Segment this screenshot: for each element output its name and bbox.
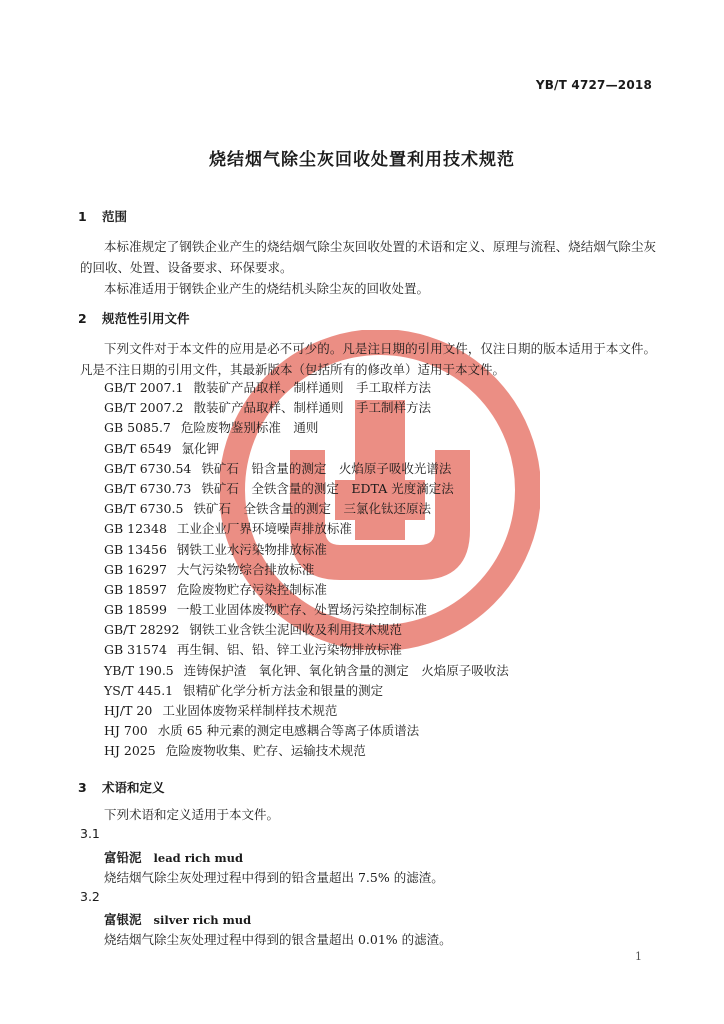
section-title: 术语和定义 [102,780,165,795]
reference-title: 再生铜、铝、铅、锌工业污染物排放标准 [176,642,402,658]
section-heading-2 [78,309,190,327]
reference-code: HJ 700 [104,723,148,739]
section-number: 3 [78,780,87,795]
reference-item [104,640,664,660]
page-number: 1 [635,950,642,963]
reference-title: 钢铁工业含铁尘泥回收及利用技术规范 [189,622,402,638]
reference-code: GB/T 28292 [104,622,180,638]
reference-code: GB/T 2007.2 [104,400,184,416]
reference-code: GB/T 2007.1 [104,380,184,395]
reference-code: GB/T 6730.54 [104,460,192,476]
reference-item [104,439,664,459]
reference-title: 铁矿石 全铁含量的测定 EDTA 光度滴定法 [201,480,454,496]
reference-item [104,418,664,438]
reference-title: 危险废物鉴别标准 通则 [180,420,319,436]
reference-item [104,701,664,721]
reference-title: 散装矿产品取样、制样通则 手工取样方法 [193,380,431,395]
term-heading [104,848,243,866]
reference-item [104,661,664,681]
reference-code: HJ/T 20 [104,703,153,718]
reference-code: GB/T 6730.5 [104,501,184,517]
term-en: silver rich mud [153,913,252,927]
reference-title: 大气污染物综合排放标准 [176,561,315,577]
section-number: 1 [78,209,87,224]
term-definition: 烧结烟气除尘灰处理过程中得到的铅含量超出 7.5% 的滤渣。 [104,870,444,885]
reference-title: 工业企业厂界环境噪声排放标准 [176,521,352,537]
clause-number: 3.1 [80,826,100,841]
reference-title: 铁矿石 全铁含量的测定 三氯化钛还原法 [193,501,431,517]
term-heading [104,910,251,928]
reference-list [104,378,664,762]
document-title: 烧结烟气除尘灰回收处置利用技术规范 [209,150,515,170]
section-title: 范围 [102,209,128,224]
reference-title: 水质 65 种元素的测定电感耦合等离子体质谱法 [157,723,420,739]
reference-item [104,479,664,499]
reference-item [104,499,664,519]
reference-item [104,519,664,539]
reference-code: GB 31574 [104,642,167,658]
reference-code: GB 18599 [104,602,167,618]
reference-title: 氯化钾 [181,440,220,456]
reference-title: 危险废物贮存污染控制标准 [176,581,327,597]
reference-code: GB 5085.7 [104,420,171,436]
term-en: lead rich mud [153,851,244,865]
section-heading-1 [78,207,127,225]
reference-item [104,459,664,479]
reference-title: 铁矿石 铅含量的测定 火焰原子吸收光谱法 [201,460,452,476]
section-heading-3 [78,778,165,796]
reference-title: 一般工业固体废物贮存、处置场污染控制标准 [176,602,427,618]
reference-code: GB 12348 [104,521,167,537]
term-definition: 烧结烟气除尘灰处理过程中得到的银含量超出 0.01% 的滤渣。 [104,932,452,947]
reference-title: 连铸保护渣 氧化钾、氧化钠含量的测定 火焰原子吸收法 [183,662,509,678]
reference-item [104,378,664,398]
terms-intro-paragraph: 下列术语和定义适用于本文件。 [104,807,280,822]
term-zh: 富铅泥 [104,850,142,865]
references-intro-paragraph: 下列文件对于本文件的应用是必不可少的。凡是注日期的引用文件，仅注日期的版本适用于本文件。凡是不注日期的引用文件，其最新版本（包括所有的修改单）适用于本文件。 [80,341,656,377]
reference-item [104,681,664,701]
reference-title: 危险废物收集、贮存、运输技术规范 [165,743,366,759]
reference-title: 工业固体废物采样制样技术规范 [162,703,338,718]
reference-item [104,741,664,761]
reference-item [104,600,664,620]
reference-code: YB/T 190.5 [104,662,174,678]
reference-code: GB/T 6549 [104,440,172,456]
reference-title: 钢铁工业水污染物排放标准 [176,541,327,557]
section-title: 规范性引用文件 [102,311,190,326]
scope-paragraph-1: 本标准规定了钢铁企业产生的烧结烟气除尘灰回收处置的术语和定义、原理与流程、烧结烟气除尘灰的回收、处置、设备要求、环保要求。 [80,239,656,275]
term-zh: 富银泥 [104,912,142,927]
clause-number: 3.2 [80,889,100,904]
reference-item [104,580,664,600]
reference-item [104,721,664,741]
reference-code: YS/T 445.1 [104,682,174,698]
reference-code: GB 18597 [104,581,167,597]
reference-item [104,398,664,418]
reference-code: GB 13456 [104,541,167,557]
reference-code: GB/T 6730.73 [104,480,192,496]
reference-title: 银精矿化学分析方法金和银量的测定 [183,682,384,698]
reference-title: 散装矿产品取样、制样通则 手工制样方法 [193,400,431,416]
section-number: 2 [78,311,87,326]
reference-code: GB 16297 [104,561,167,577]
standard-number: YB/T 4727—2018 [535,78,652,92]
scope-paragraph-2: 本标准适用于钢铁企业产生的烧结机头除尘灰的回收处置。 [104,281,430,296]
reference-item [104,560,664,580]
reference-item [104,620,664,640]
reference-code: HJ 2025 [104,743,156,759]
reference-item [104,540,664,560]
